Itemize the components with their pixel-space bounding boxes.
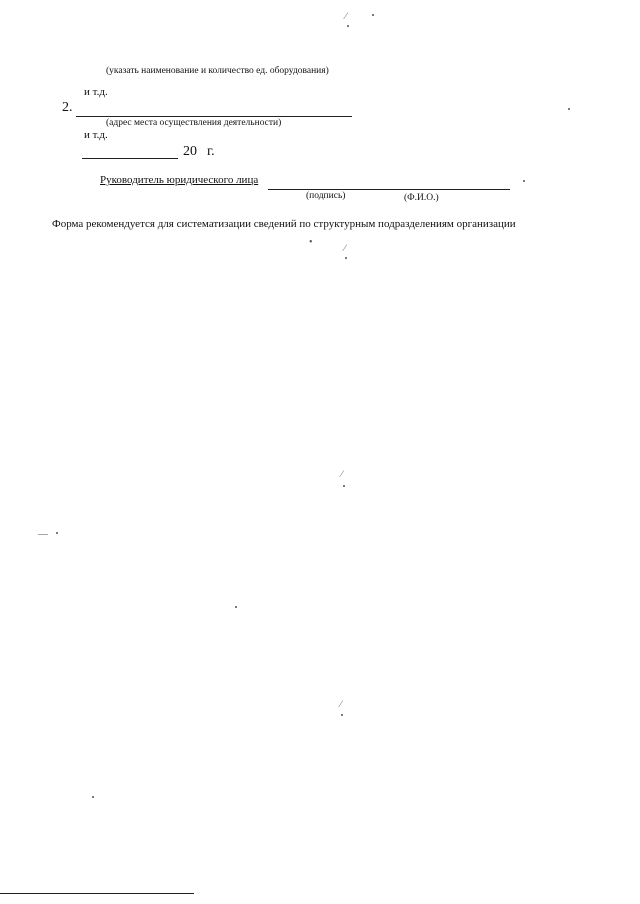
- date-line: [82, 158, 178, 159]
- scan-speck: [347, 25, 349, 27]
- scan-speck: [343, 485, 345, 487]
- item-number: 2.: [62, 100, 73, 115]
- scan-speck: [523, 180, 525, 182]
- signature-line: [268, 189, 510, 190]
- scan-speck: ⁄: [345, 11, 347, 21]
- etc-label-2: и т.д.: [84, 129, 108, 141]
- head-label: Руководитель юридического лица: [100, 174, 259, 186]
- fio-caption: (Ф.И.О.): [404, 193, 439, 203]
- address-caption: (адрес места осуществления деятельности): [106, 118, 282, 128]
- date-suffix: г.: [207, 144, 215, 159]
- scan-speck: [372, 14, 374, 16]
- scan-speck: •: [309, 237, 313, 248]
- date-year: 20: [183, 144, 197, 159]
- scan-speck: [568, 108, 570, 110]
- scan-speck: [92, 796, 94, 798]
- bottom-rule: [0, 893, 194, 894]
- etc-label: и т.д.: [84, 86, 108, 98]
- equipment-caption: (указать наименование и количество ед. оборудования): [106, 66, 329, 76]
- scan-speck: ⁄: [341, 469, 343, 479]
- scan-speck: [341, 714, 343, 716]
- address-line: [76, 116, 352, 117]
- scan-speck: ⁄: [344, 243, 346, 253]
- scan-speck: —: [38, 529, 48, 540]
- scan-speck: [345, 257, 347, 259]
- scan-speck: [235, 606, 237, 608]
- scan-speck: [56, 532, 58, 534]
- form-note: Форма рекомендуется для систематизации сведений по структурным подразделениям организации: [52, 218, 516, 230]
- scan-speck: ⁄: [340, 699, 342, 709]
- signature-caption: (подпись): [306, 191, 346, 201]
